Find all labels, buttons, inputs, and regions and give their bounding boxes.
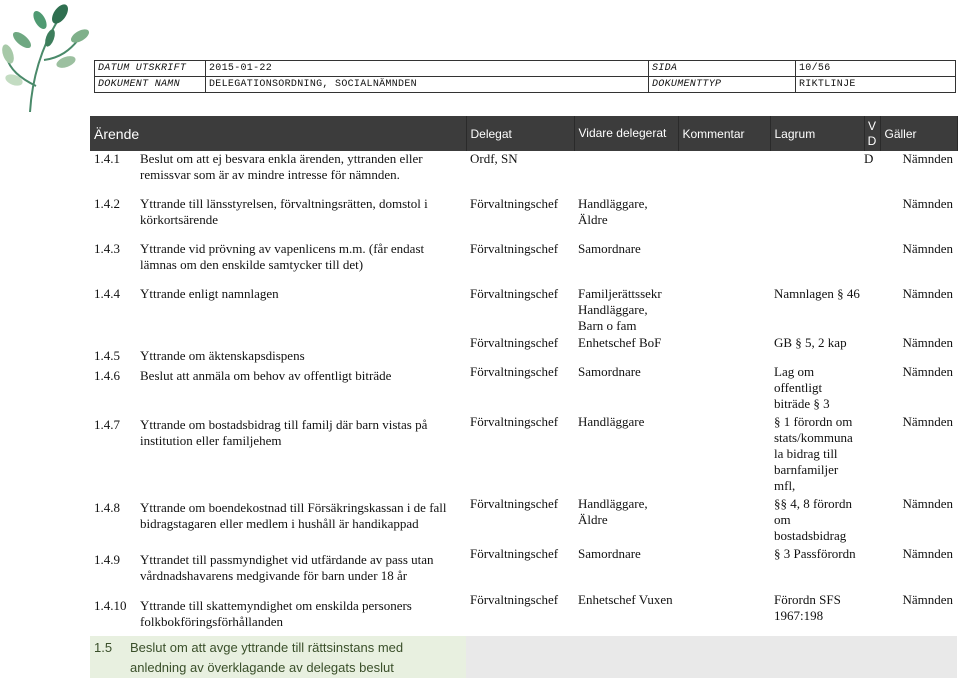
row-lagrum: §§ 4, 8 förordn om bostadsbidrag [774, 496, 852, 543]
row-vidare: Handläggare, Äldre [578, 196, 648, 227]
table-row [90, 151, 957, 196]
row-number: 1.4.8 [94, 500, 120, 515]
table-row [90, 546, 957, 592]
col-header-vd: V D [864, 116, 880, 151]
table-row [90, 592, 957, 636]
col-header-vidare: Vidare delegerat [574, 116, 678, 151]
row-lagrum: GB § 5, 2 kap [774, 335, 847, 350]
row-vd: D [864, 151, 874, 166]
table-row [90, 414, 957, 496]
col-header-arende: Ärende [90, 116, 466, 151]
row-kommentar [678, 496, 770, 546]
row-vd [864, 196, 880, 241]
table-row [90, 286, 957, 335]
row-text: Yttrande vid prövning av vapenlicens m.m. (får endast lämnas om den enskilde samtycker till det) [140, 241, 425, 272]
table-row [90, 496, 957, 546]
row-kommentar [678, 286, 770, 335]
row-vidare: Handläggare, Äldre [578, 496, 648, 527]
row-vidare: Samordnare [578, 241, 641, 256]
delegation-table [90, 116, 958, 678]
logo-leaves-icon [0, 0, 95, 112]
row-delegat: Förvaltningschef [470, 592, 559, 607]
row-vidare: Samordnare [578, 364, 641, 379]
header-value: DELEGATIONSORDNING, SOCIALNÄMNDEN [206, 77, 649, 93]
row-delegat: Förvaltningschef [470, 196, 559, 211]
row-lagrum [770, 196, 864, 241]
row-delegat: Förvaltningschef [470, 546, 559, 561]
row-kommentar [678, 546, 770, 592]
row-lagrum: Förordn SFS 1967:198 [774, 592, 841, 623]
row-text: Yttrande om bostadsbidrag till familj där barn vistas på institution eller familjehem [140, 417, 428, 448]
row-delegat: Ordf, SN [470, 151, 518, 166]
col-header-lagrum: Lagrum [770, 116, 864, 151]
row-kommentar [678, 241, 770, 286]
row-number: 1.4.4 [94, 286, 120, 301]
col-header-delegat: Delegat [466, 116, 574, 151]
header-key: DOKUMENT NAMN [95, 77, 206, 93]
row-number: 1.4.3 [94, 241, 120, 256]
row-lagrum: Namnlagen § 46 [774, 286, 860, 301]
row-delegat: Förvaltningschef [470, 414, 559, 429]
row-galler: Nämnden [902, 151, 953, 166]
row-kommentar [678, 151, 770, 196]
row-text: Yttrandet till passmyndighet vid utfärdande av pass utan vårdnadshavarens medgivande för barn under 18 år [140, 552, 434, 583]
row-lagrum: § 1 förordn om stats/kommuna la bidrag till barnfamiljer mfl, [774, 414, 853, 493]
header-key: SIDA [649, 61, 796, 77]
row-number: 1.4.6 [94, 368, 120, 383]
row-kommentar [678, 592, 770, 636]
row-galler: Nämnden [902, 546, 953, 561]
row-kommentar [678, 364, 770, 414]
section-text: Beslut om att avge yttrande till rättsinstans med anledning av överklagande av delegats beslut [130, 640, 404, 675]
row-vd [864, 364, 880, 414]
row-vidare: Familjerättssekr Handläggare, Barn o fam [578, 286, 662, 333]
row-vd [864, 241, 880, 286]
row-text: Yttrande till länsstyrelsen, förvaltningsrätten, domstol i körkortsärende [140, 196, 428, 227]
row-text: Beslut att anmäla om behov av offentligt biträde [140, 368, 392, 383]
header-value: 2015-01-22 [206, 61, 649, 77]
row-galler: Nämnden [902, 196, 953, 211]
col-header-kommentar: Kommentar [678, 116, 770, 151]
row-galler: Nämnden [902, 286, 953, 301]
table-header-row [90, 116, 957, 151]
section-row [90, 636, 957, 678]
row-kommentar [678, 414, 770, 496]
row-galler: Nämnden [902, 496, 953, 511]
row-vidare [574, 151, 678, 196]
header-key: DATUM UTSKRIFT [95, 61, 206, 77]
row-text: Yttrande till skattemyndighet om enskilda personers folkbokföringsförhållanden [140, 598, 412, 629]
row-vd [864, 546, 880, 592]
row-text: Yttrande enligt namnlagen [140, 286, 279, 301]
row-vd [864, 414, 880, 496]
table-row [90, 364, 957, 414]
row-text: Beslut om att ej besvara enkla ärenden, yttranden eller remissvar som är av mindre intresse för nämnden. [140, 151, 423, 182]
row-vidare: Enhetschef BoF [578, 335, 662, 350]
document-header [94, 60, 956, 93]
row-delegat: Förvaltningschef [470, 241, 559, 256]
row-number: 1.4.10 [94, 598, 127, 613]
row-delegat: Förvaltningschef [470, 286, 559, 301]
row-lagrum: § 3 Passförordn [774, 546, 856, 561]
row-delegat: Förvaltningschef [470, 364, 559, 379]
table-row [90, 241, 957, 286]
header-value: RIKTLINJE [796, 77, 956, 93]
table-row [90, 196, 957, 241]
table-row [90, 335, 957, 364]
section-number: 1.5 [94, 640, 113, 655]
row-galler: Nämnden [902, 414, 953, 429]
row-galler: Nämnden [902, 241, 953, 256]
row-lagrum [770, 151, 864, 196]
row-number: 1.4.9 [94, 552, 120, 567]
row-lagrum [770, 241, 864, 286]
row-number: 1.4.1 [94, 151, 120, 166]
row-vd [864, 592, 880, 636]
row-text: Yttrande om äktenskapsdispens [140, 348, 305, 363]
row-vd [864, 286, 880, 335]
header-key: DOKUMENTTYP [649, 77, 796, 93]
col-header-galler: Gäller [880, 116, 957, 151]
row-delegat: Förvaltningschef [470, 335, 559, 350]
row-galler: Nämnden [902, 364, 953, 379]
row-delegat: Förvaltningschef [470, 496, 559, 511]
header-value: 10/56 [796, 61, 956, 77]
row-vidare: Samordnare [578, 546, 641, 561]
row-lagrum: Lag om offentligt biträde § 3 [774, 364, 830, 411]
row-number: 1.4.2 [94, 196, 120, 211]
row-text: Yttrande om boendekostnad till Försäkringskassan i de fall bidragstagaren eller medlem i hushåll är handikappad [140, 500, 447, 531]
row-number: 1.4.5 [94, 348, 120, 363]
row-kommentar [678, 335, 770, 364]
row-number: 1.4.7 [94, 417, 120, 432]
row-kommentar [678, 196, 770, 241]
row-vidare: Handläggare [578, 414, 645, 429]
row-galler: Nämnden [902, 592, 953, 607]
row-vidare: Enhetschef Vuxen [578, 592, 673, 607]
row-galler: Nämnden [902, 335, 953, 350]
row-vd [864, 496, 880, 546]
row-vd [864, 335, 880, 364]
